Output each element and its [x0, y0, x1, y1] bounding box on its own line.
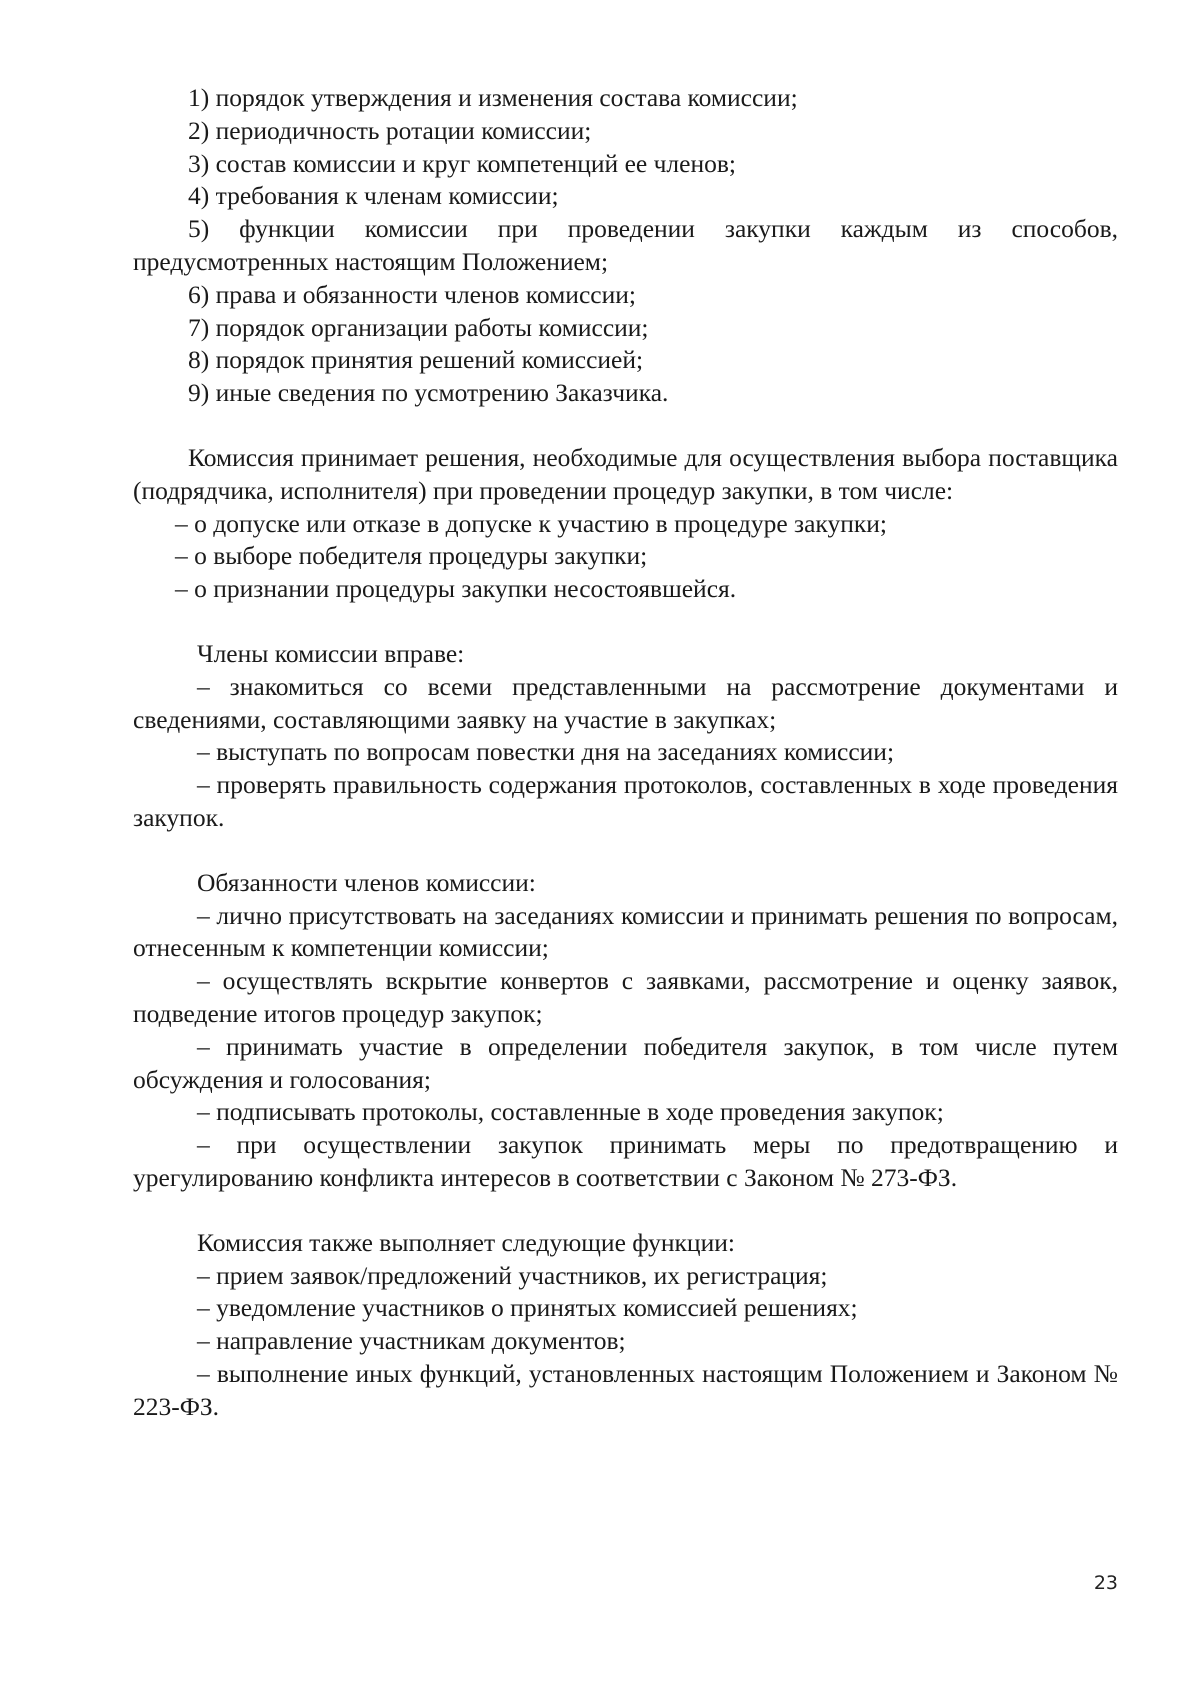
- section-heading: Комиссия также выполняет следующие функции:: [197, 1227, 735, 1257]
- list-item: – проверять правильность содержания протоколов, составленных в ходе проведения закупок.: [133, 770, 1118, 832]
- list-item: 3) состав комиссии и круг компетенций ее членов;: [188, 148, 736, 178]
- list-item: – о выборе победителя процедуры закупки;: [175, 541, 648, 571]
- paragraph-gap: [133, 1195, 1118, 1227]
- list-item: – выполнение иных функций, установленных настоящим Положением и Законом № 223-ФЗ.: [133, 1358, 1118, 1421]
- page-number: 23: [1093, 1572, 1118, 1594]
- duties-section: [133, 867, 1118, 1195]
- list-item: – лично присутствовать на заседаниях комиссии и принимать решения по вопросам, отнесенным к компетенции комиссии;: [133, 900, 1118, 963]
- list-item: – о признании процедуры закупки несостоявшейся.: [175, 574, 737, 604]
- list-item: – осуществлять вскрытие конвертов с заявками, рассмотрение и оценку заявок, подведение итогов процедур закупок;: [133, 966, 1118, 1028]
- list-item: 8) порядок принятия решений комиссией;: [188, 345, 644, 375]
- list-item: 4) требования к членам комиссии;: [188, 181, 559, 211]
- section-heading: Члены комиссии вправе:: [197, 638, 465, 668]
- list-item: – о допуске или отказе в допуске к участию в процедуре закупки;: [175, 508, 887, 538]
- section-heading: Обязанности членов комиссии:: [197, 867, 536, 897]
- list-item: – знакомиться со всеми представленными на рассмотрение документами и сведениями, составляющими заявку на участие в закупках;: [133, 671, 1118, 734]
- list-item: – уведомление участников о принятых комиссией решениях;: [197, 1293, 858, 1323]
- decisions-intro: Комиссия принимает решения, необходимые для осуществления выбора поставщика (подрядчика, исполнителя) при проведении процедур закупки, в том числе:: [133, 442, 1118, 505]
- list-item: 2) периодичность ротации комиссии;: [188, 115, 592, 145]
- paragraph-gap: [133, 410, 1118, 442]
- list-item: – при осуществлении закупок принимать меры по предотвращению и урегулированию конфликта интересов в соответствии с Законом № 273-ФЗ.: [133, 1130, 1118, 1192]
- list-item: – прием заявок/предложений участников, их регистрация;: [197, 1260, 828, 1290]
- decisions-section: [133, 442, 1118, 606]
- list-item: – подписывать протоколы, составленные в ходе проведения закупок;: [197, 1097, 944, 1127]
- list-item: – принимать участие в определении победителя закупок, в том числе путем обсуждения и голосования;: [133, 1031, 1118, 1094]
- list-item: 7) порядок организации работы комиссии;: [188, 312, 649, 342]
- list-item: 9) иные сведения по усмотрению Заказчика.: [188, 378, 669, 408]
- rights-section: [133, 638, 1118, 835]
- list-item: 5) функции комиссии при проведении закупки каждым из способов, предусмотренных настоящим Положением;: [133, 214, 1118, 276]
- list-item: 1) порядок утверждения и изменения состава комиссии;: [188, 83, 798, 112]
- paragraph-gap: [133, 835, 1118, 867]
- list-item: – направление участникам документов;: [197, 1326, 626, 1356]
- list-item: – выступать по вопросам повестки дня на заседаниях комиссии;: [197, 737, 895, 767]
- list-item: 6) права и обязанности членов комиссии;: [188, 279, 636, 309]
- functions-section: [133, 1227, 1118, 1424]
- paragraph-gap: [133, 606, 1118, 638]
- commission-provisions-list: [133, 82, 1118, 410]
